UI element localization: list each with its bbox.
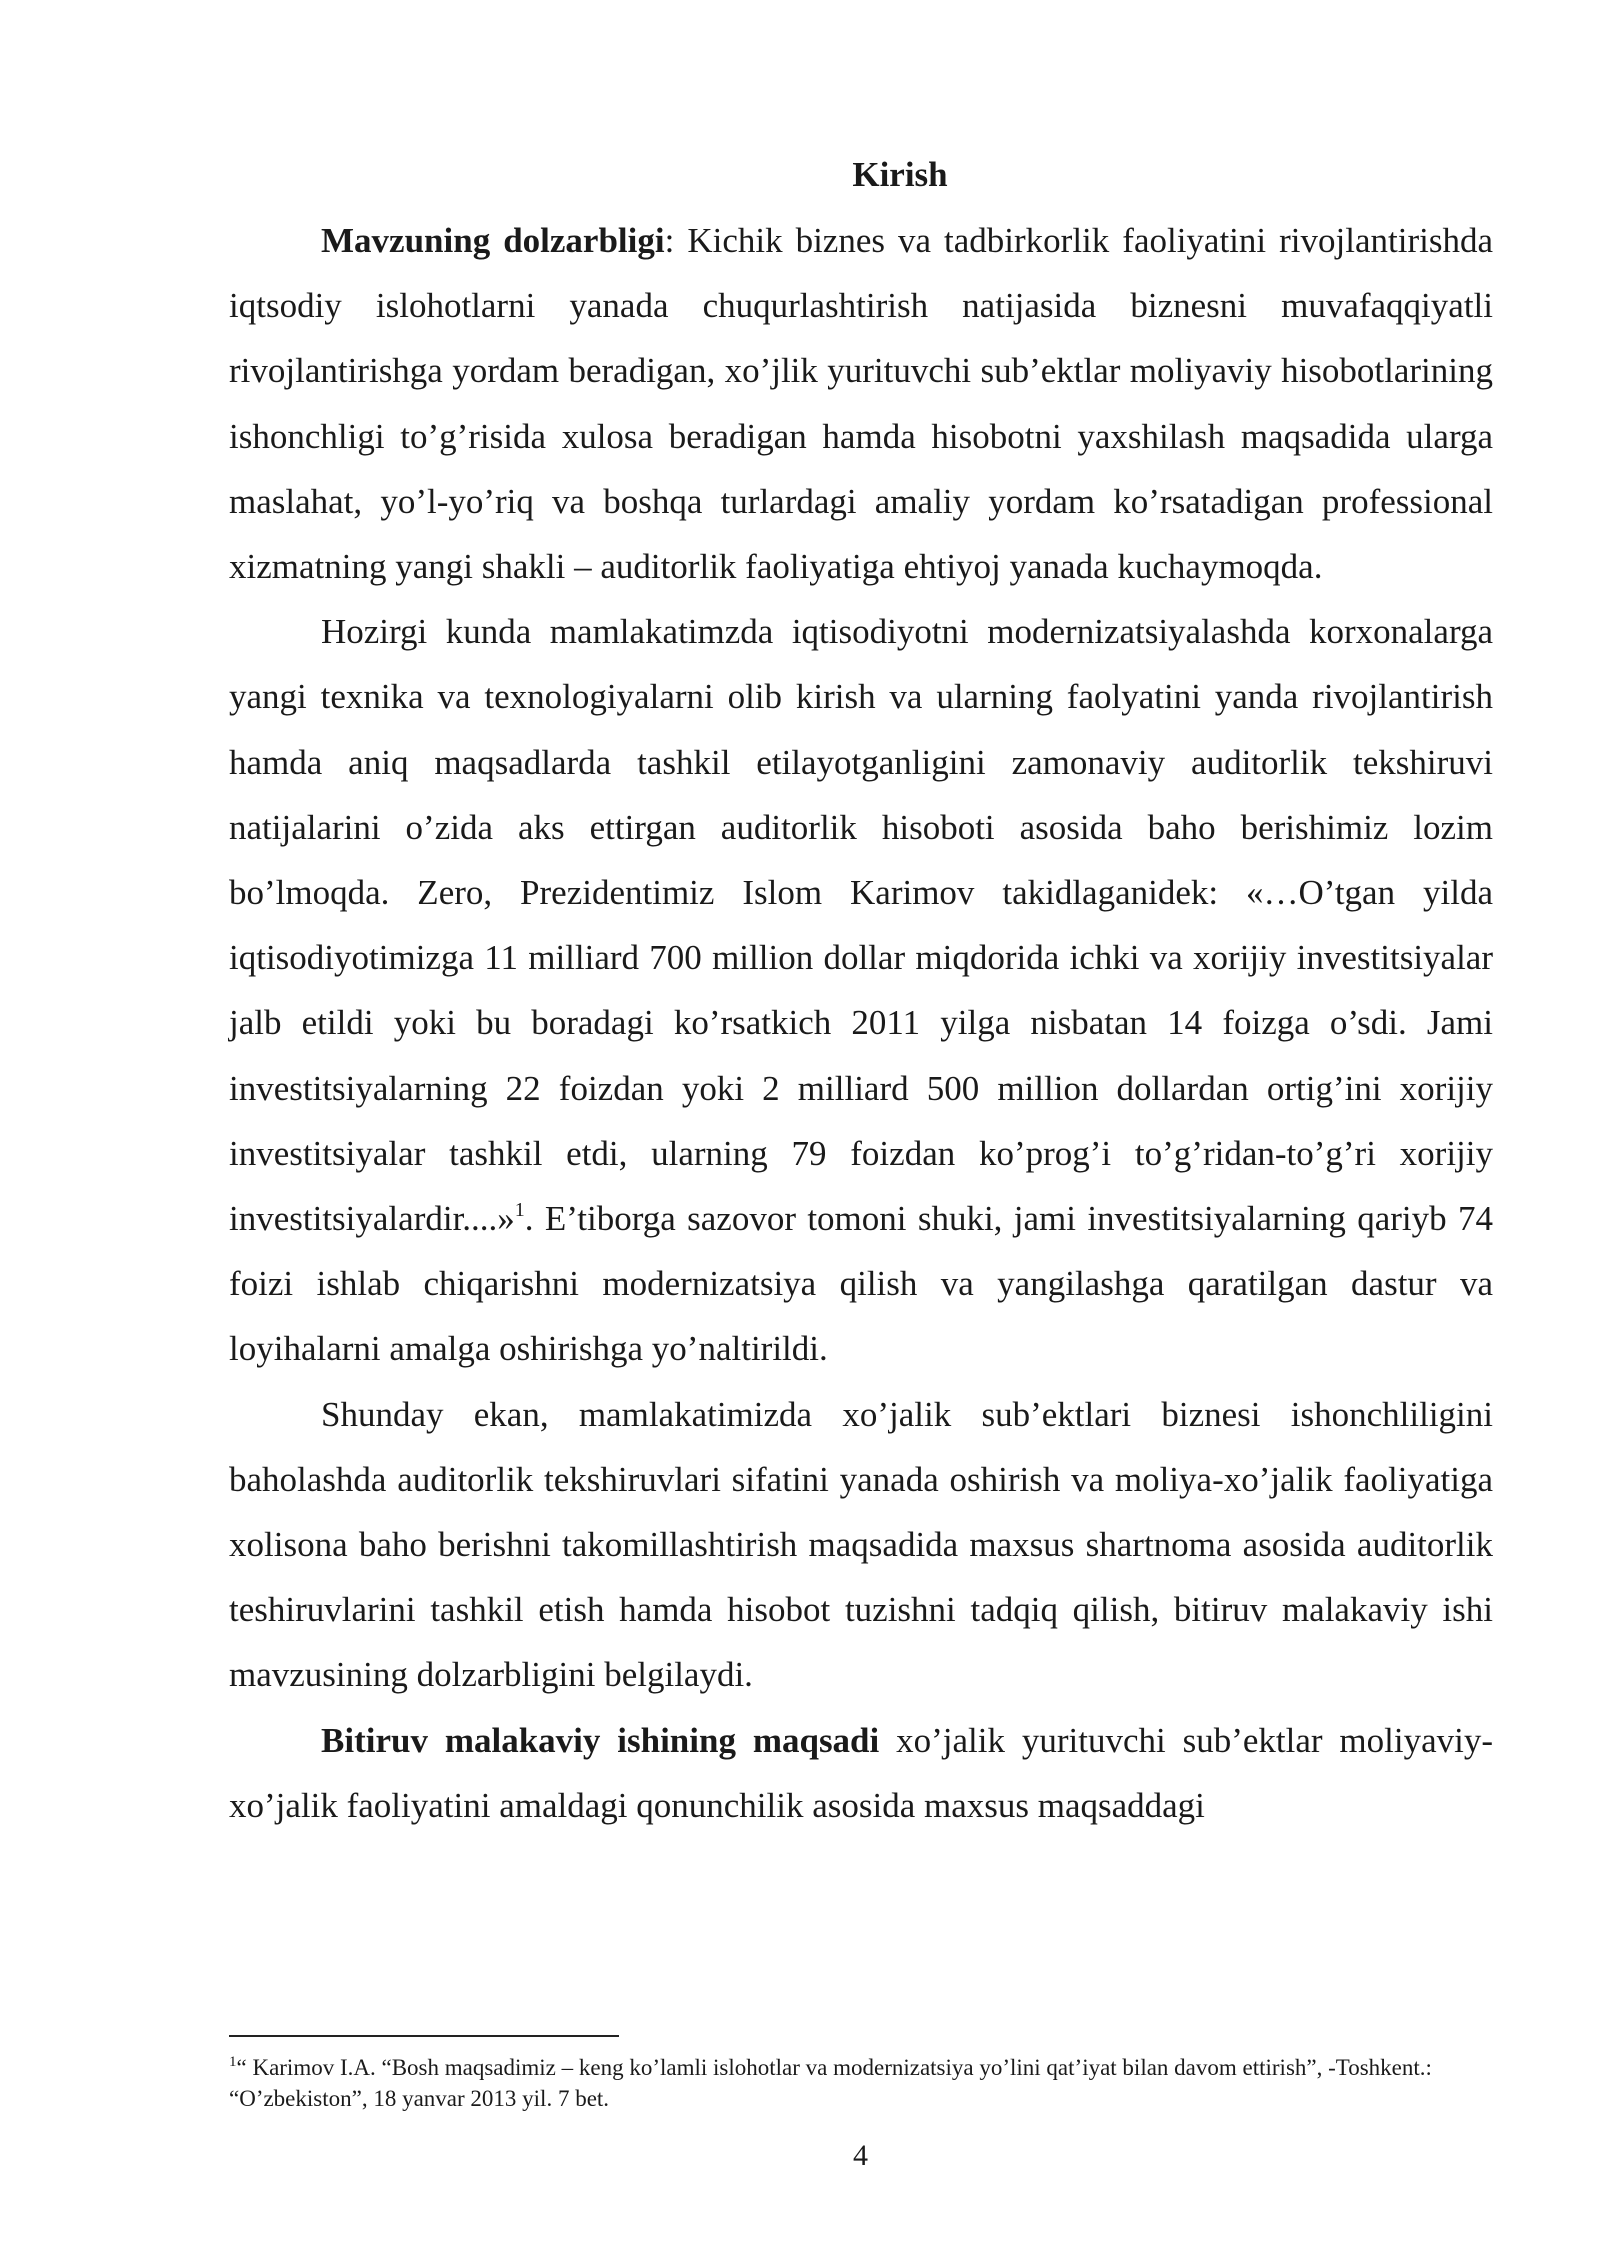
investments-text: Hozirgi kunda mamlakatimzda iqtisodiyotni modernizatsiyalashda korxonalarga yangi texnika va texnologiyalarni olib kirish va ularning faolyatini yanda rivojlantirish hamda aniq maqsadlarda tashkil etilayotganligini zamonaviy auditorlik tekshiruvi natijalarini o’zida aks ettirgan auditorlik hisoboti asosida baho berishimiz lozim bo’lmoqda. Zero, Prezidentimiz Islom Karimov takidlaganidek: «…O’tgan yilda iqtisodiyotimizga 11 milliard 700 million dollar miqdorida ichki va xorijiy investitsiyalar jalb etildi yoki bu boradagi ko’rsatkich 2011 yilga nisbatan 14 foizga o’sdi. Jami investitsiyalarning 22 foizdan yoki 2 milliard 500 million dollardan ortig’ini xorijiy investitsiyalar tashkil etdi, ularning 79 foizdan ko’prog’i to’g’ridan-to’g’ri xorijiy investitsiyalardir....» xyxy=(229,612,1493,1239)
body-text xyxy=(229,208,1493,1838)
footnote-separator xyxy=(229,2035,619,2037)
goal-text: xo’jalik yurituvchi sub’ektlar moliyaviy-xo’jalik faoliyatini amaldagi qonunchilik asosida maxsus maqsaddagi xyxy=(229,1720,1493,1825)
footnote xyxy=(229,2052,1479,2114)
paragraph-investments xyxy=(229,599,1493,1381)
investments-text-continued: . E’tiborga sazovor tomoni shuki, jami investitsiyalarning qariyb 74 foizi ishlab chiqarishni modernizatsiya qilish va yangilashga qaratilgan dastur va loyihalarni amalga oshirishga yo’naltirildi. xyxy=(229,1199,1493,1369)
footnote-marker: 1 xyxy=(229,2054,237,2070)
page-number: 4 xyxy=(853,2139,868,2172)
paragraph-conclusion xyxy=(229,1382,1493,1708)
paragraph-goal xyxy=(229,1708,1493,1838)
footnote-text: “ Karimov I.A. “Bosh maqsadimiz – keng ko’lamli islohotlar va modernizatsiya yo’lini qat’iyat bilan davom ettirish”, -Toshkent.: “O’zbekiston”, 18 yanvar 2013 yil. 7 bet. xyxy=(229,2055,1432,2111)
page-heading: Kirish xyxy=(852,155,948,194)
paragraph-relevance xyxy=(229,208,1493,599)
relevance-lead: Mavzuning dolzarbligi xyxy=(321,221,665,260)
conclusion-text: Shunday ekan, mamlakatimizda xo’jalik sub’ektlari biznesi ishonchliligini baholashda auditorlik tekshiruvlari sifatini yanada oshirish va moliya-xo’jalik faoliyatiga xolisona baho berishni takomillashtirish maqsadida maxsus shartnoma asosida auditorlik teshiruvlarini tashkil etish hamda hisobot tuzishni tadqiq qilish, bitiruv malakaviy ishi mavzusining dolzarbligini belgilaydi. xyxy=(229,1394,1493,1695)
relevance-text: : Kichik biznes va tadbirkorlik faoliyatini rivojlantirishda iqtsodiy islohotlarni yanada chuqurlashtirish natijasida biznesni muvafaqqiyatli rivojlantirishga yordam beradigan, xo’jlik yurituvchi sub’ektlar moliyaviy hisobotlarining ishonchligi to’g’risida xulosa beradigan hamda hisobotni yaxshilash maqsadida ularga maslahat, yo’l-yo’riq va boshqa turlardagi amaliy yordam ko’rsatadigan professional xizmatning yangi shakli – auditorlik faoliyatiga ehtiyoj yanada kuchaymoqda. xyxy=(229,221,1493,587)
footnote-reference[interactable]: 1 xyxy=(514,1199,525,1222)
goal-lead: Bitiruv malakaviy ishining maqsadi xyxy=(321,1720,880,1760)
